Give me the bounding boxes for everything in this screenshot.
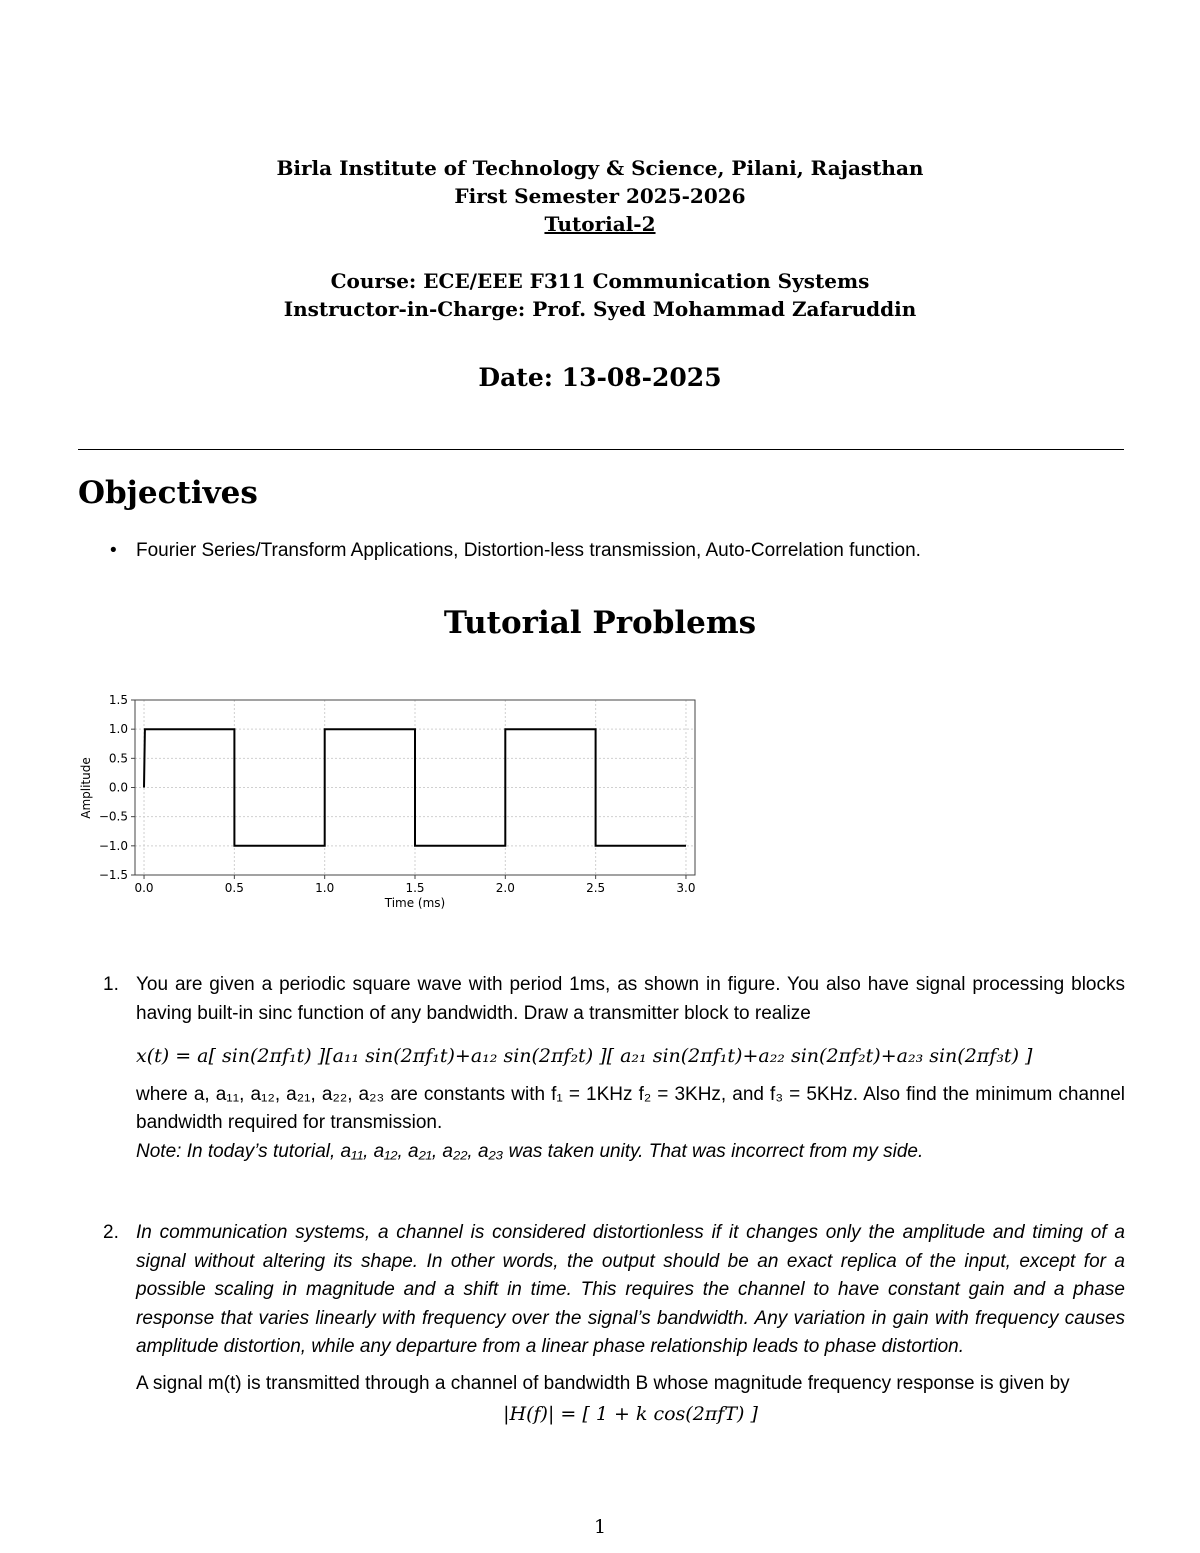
date: Date: 13-08-2025 bbox=[478, 363, 722, 392]
horizontal-rule bbox=[78, 449, 1124, 450]
problem-2 bbox=[103, 1219, 1125, 1429]
problem-where: where a, a₁₁, a₁₂, a₂₁, a₂₂, a₂₃ are constants with f₁ = 1KHz f₂ = 3KHz, and f₃ = 5KHz. Also find the minimum channel bandwidth required for transmission. bbox=[136, 1083, 1125, 1133]
y-tick-label: −1.5 bbox=[98, 868, 128, 882]
instructor-name: Instructor-in-Charge: Prof. Syed Mohammad Zafaruddin bbox=[283, 297, 917, 321]
equation-x-t: x(t) = a[ sin(2πf₁t) ][a₁₁ sin(2πf₁t)+a₁₂ sin(2πf₂t) ][ a₂₁ sin(2πf₁t)+a₂₂ sin(2πf₂t)+a₂₃ sin(2πf₃t) ] bbox=[136, 1045, 1033, 1067]
semester: First Semester 2025-2026 bbox=[454, 184, 746, 208]
x-axis-label: Time (ms) bbox=[384, 896, 446, 910]
y-tick-label: 1.0 bbox=[108, 722, 128, 737]
problem-number: 1. bbox=[103, 974, 119, 995]
problem-note: Note: In today’s tutorial, a₁₁, a₁₂, a₂₁, a₂₂, a₂₃ was taken unity. That was incorrect from my side. bbox=[136, 1140, 924, 1162]
x-tick-label: 0.0 bbox=[134, 881, 154, 895]
problem-text-2: A signal m(t) is transmitted through a channel of bandwidth B whose magnitude frequency response is given by bbox=[136, 1372, 1070, 1394]
y-tick-label: −0.5 bbox=[98, 809, 128, 824]
objective-item bbox=[110, 540, 1124, 562]
bullet-icon: • bbox=[110, 540, 117, 561]
tutorial-problems-heading: Tutorial Problems bbox=[443, 605, 757, 641]
square-wave-chart bbox=[70, 685, 710, 915]
objective-text: Fourier Series/Transform Applications, Distortion-less transmission, Auto-Correlation function. bbox=[136, 540, 921, 561]
course-name: Course: ECE/EEE F311 Communication Systems bbox=[330, 269, 870, 293]
x-tick-label: 1.5 bbox=[405, 881, 425, 895]
x-tick-label: 1.0 bbox=[315, 881, 335, 895]
y-tick-label: 0.5 bbox=[108, 751, 128, 766]
institute-name: Birla Institute of Technology & Science, Pilani, Rajasthan bbox=[276, 156, 924, 180]
page-number: 1 bbox=[593, 1516, 607, 1538]
y-tick-label: 1.5 bbox=[108, 693, 128, 707]
course-block bbox=[0, 267, 1200, 323]
x-tick-label: 2.5 bbox=[586, 881, 606, 895]
problem-text: In communication systems, a channel is considered distortionless if it changes only the amplitude and timing of a signal without altering its shape. In other words, the output should be an exact replica of the input, except for a possible scaling in magnitude and a shift in time. This requires the channel to have constant gain and a phase response that varies linearly with frequency over the signal’s bandwidth. Any variation in gain with frequency causes amplitude distortion, while any departure from a linear phase relationship leads to phase distortion. bbox=[136, 1222, 1125, 1357]
problem-1 bbox=[103, 971, 1125, 1166]
y-tick-label: 0.0 bbox=[108, 780, 128, 795]
chart-ticks bbox=[99, 693, 696, 895]
y-tick-label: −1.0 bbox=[98, 838, 128, 853]
problem-text: You are given a periodic square wave with period 1ms, as shown in figure. You also have signal processing blocks having built-in sinc function of any bandwidth. Draw a transmitter block to realize bbox=[136, 974, 1125, 1024]
objectives-heading: Objectives bbox=[78, 475, 258, 511]
x-tick-label: 2.0 bbox=[495, 881, 515, 895]
title-block bbox=[0, 154, 1200, 238]
x-tick-label: 0.5 bbox=[224, 881, 244, 895]
tutorial-title: Tutorial-2 bbox=[544, 212, 656, 236]
y-axis-label: Amplitude bbox=[79, 757, 93, 819]
x-tick-label: 3.0 bbox=[676, 881, 696, 895]
problem-number: 2. bbox=[103, 1222, 119, 1243]
equation-h-f: |H(f)| = [ 1 + k cos(2πfT) ] bbox=[503, 1403, 758, 1425]
